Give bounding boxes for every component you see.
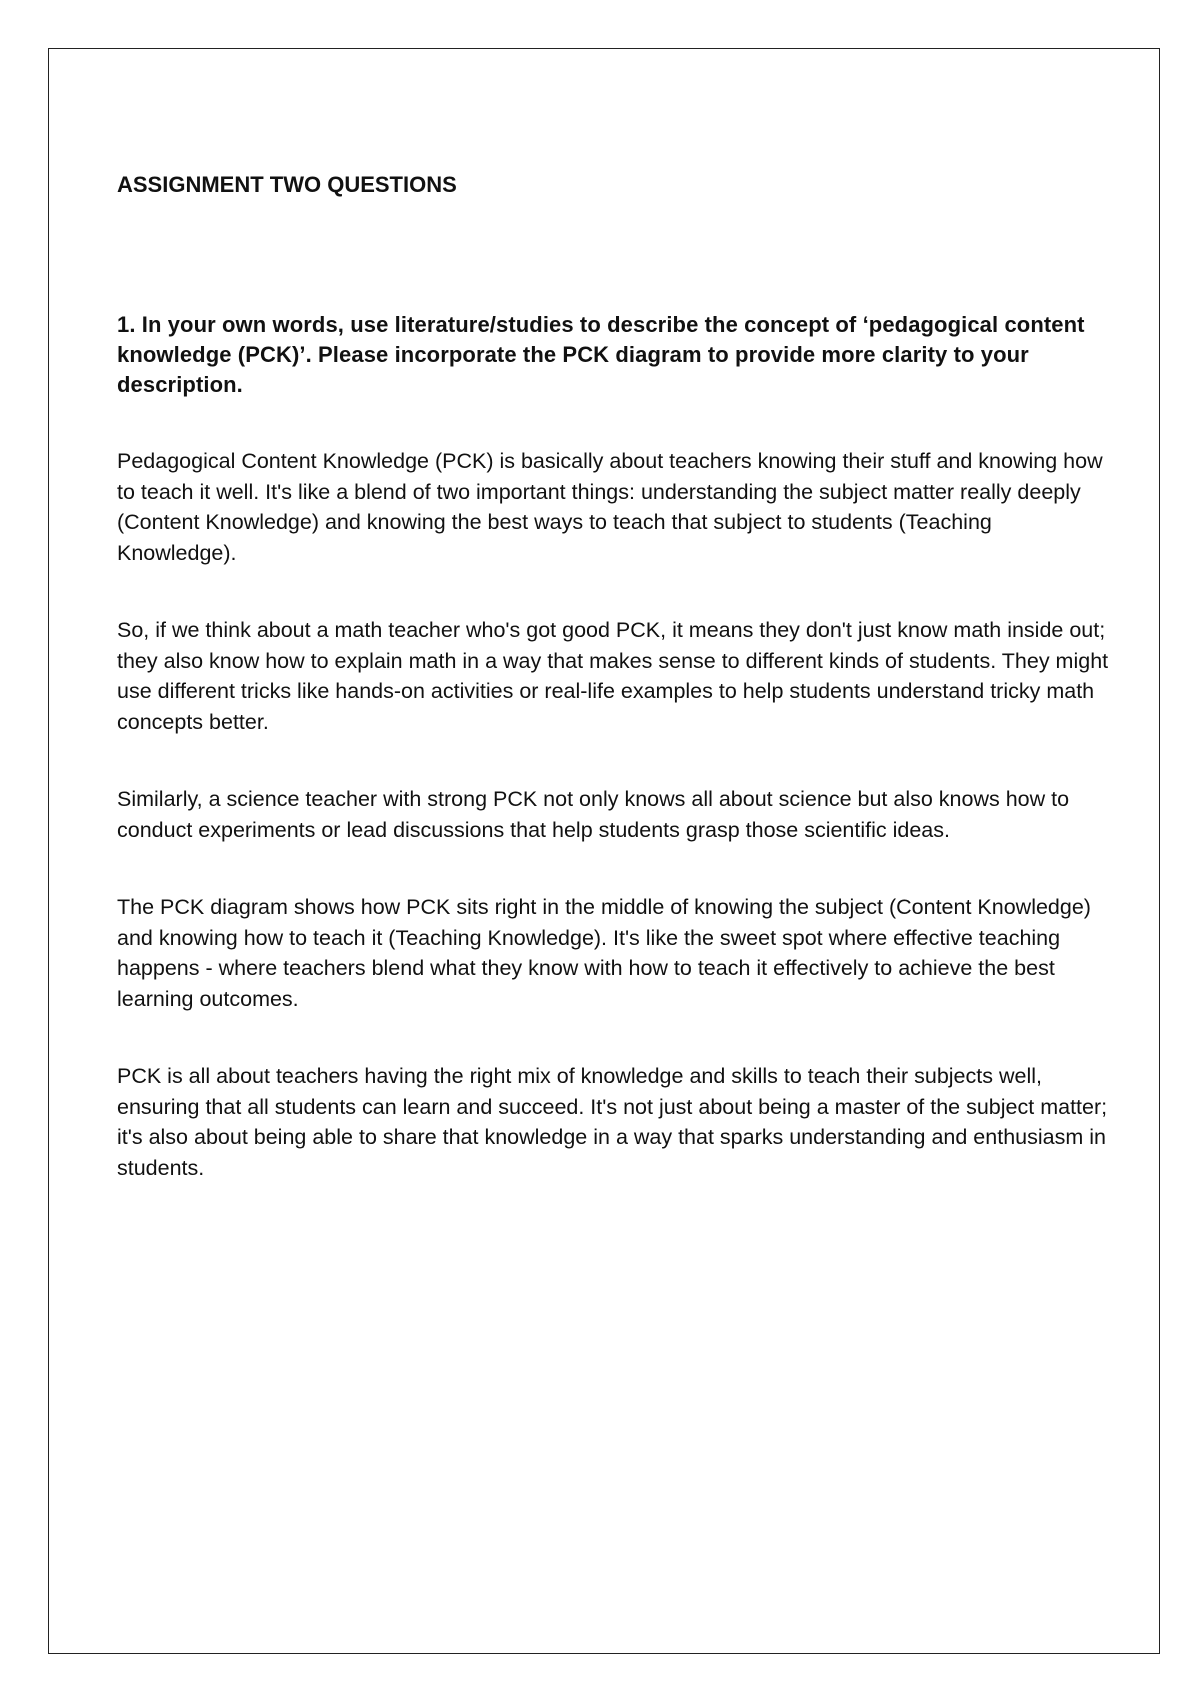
paragraph: Pedagogical Content Knowledge (PCK) is basically about teachers knowing their stuff and knowing how to teach it well. It's like a blend of two important things: understanding the subject matter really deeply (Content Knowledge) and knowing the best ways to teach that subject to students (Teaching Knowledge). [117,449,1103,565]
assignment-question: 1. In your own words, use literature/studies to describe the concept of ‘pedagogical content knowledge (PCK)’. Please incorporate the PCK diagram to provide more clarity to your description. [117,312,1085,397]
paragraph: So, if we think about a math teacher who's got good PCK, it means they don't just know math inside out; they also know how to explain math in a way that makes sense to different kinds of students. They might use different tricks like hands-on activities or real-life examples to help students understand tricky math concepts better. [117,618,1109,734]
document-content [117,170,1117,1183]
paragraph: Similarly, a science teacher with strong PCK not only knows all about science but also knows how to conduct experiments or lead discussions that help students grasp those scientific ideas. [117,787,1070,842]
document-heading: ASSIGNMENT TWO QUESTIONS [117,172,457,197]
paragraph: The PCK diagram shows how PCK sits right in the middle of knowing the subject (Content Knowledge) and knowing how to teach it (Teaching Knowledge). It's like the sweet spot where effective teaching happens - where teachers blend what they know with how to teach it effectively to achieve the best learning outcomes. [117,895,1091,1011]
paragraph: PCK is all about teachers having the right mix of knowledge and skills to teach their subjects well, ensuring that all students can learn and succeed. It's not just about being a master of the subject matter; it's also about being able to share that knowledge in a way that sparks understanding and enthusiasm in students. [117,1064,1108,1180]
